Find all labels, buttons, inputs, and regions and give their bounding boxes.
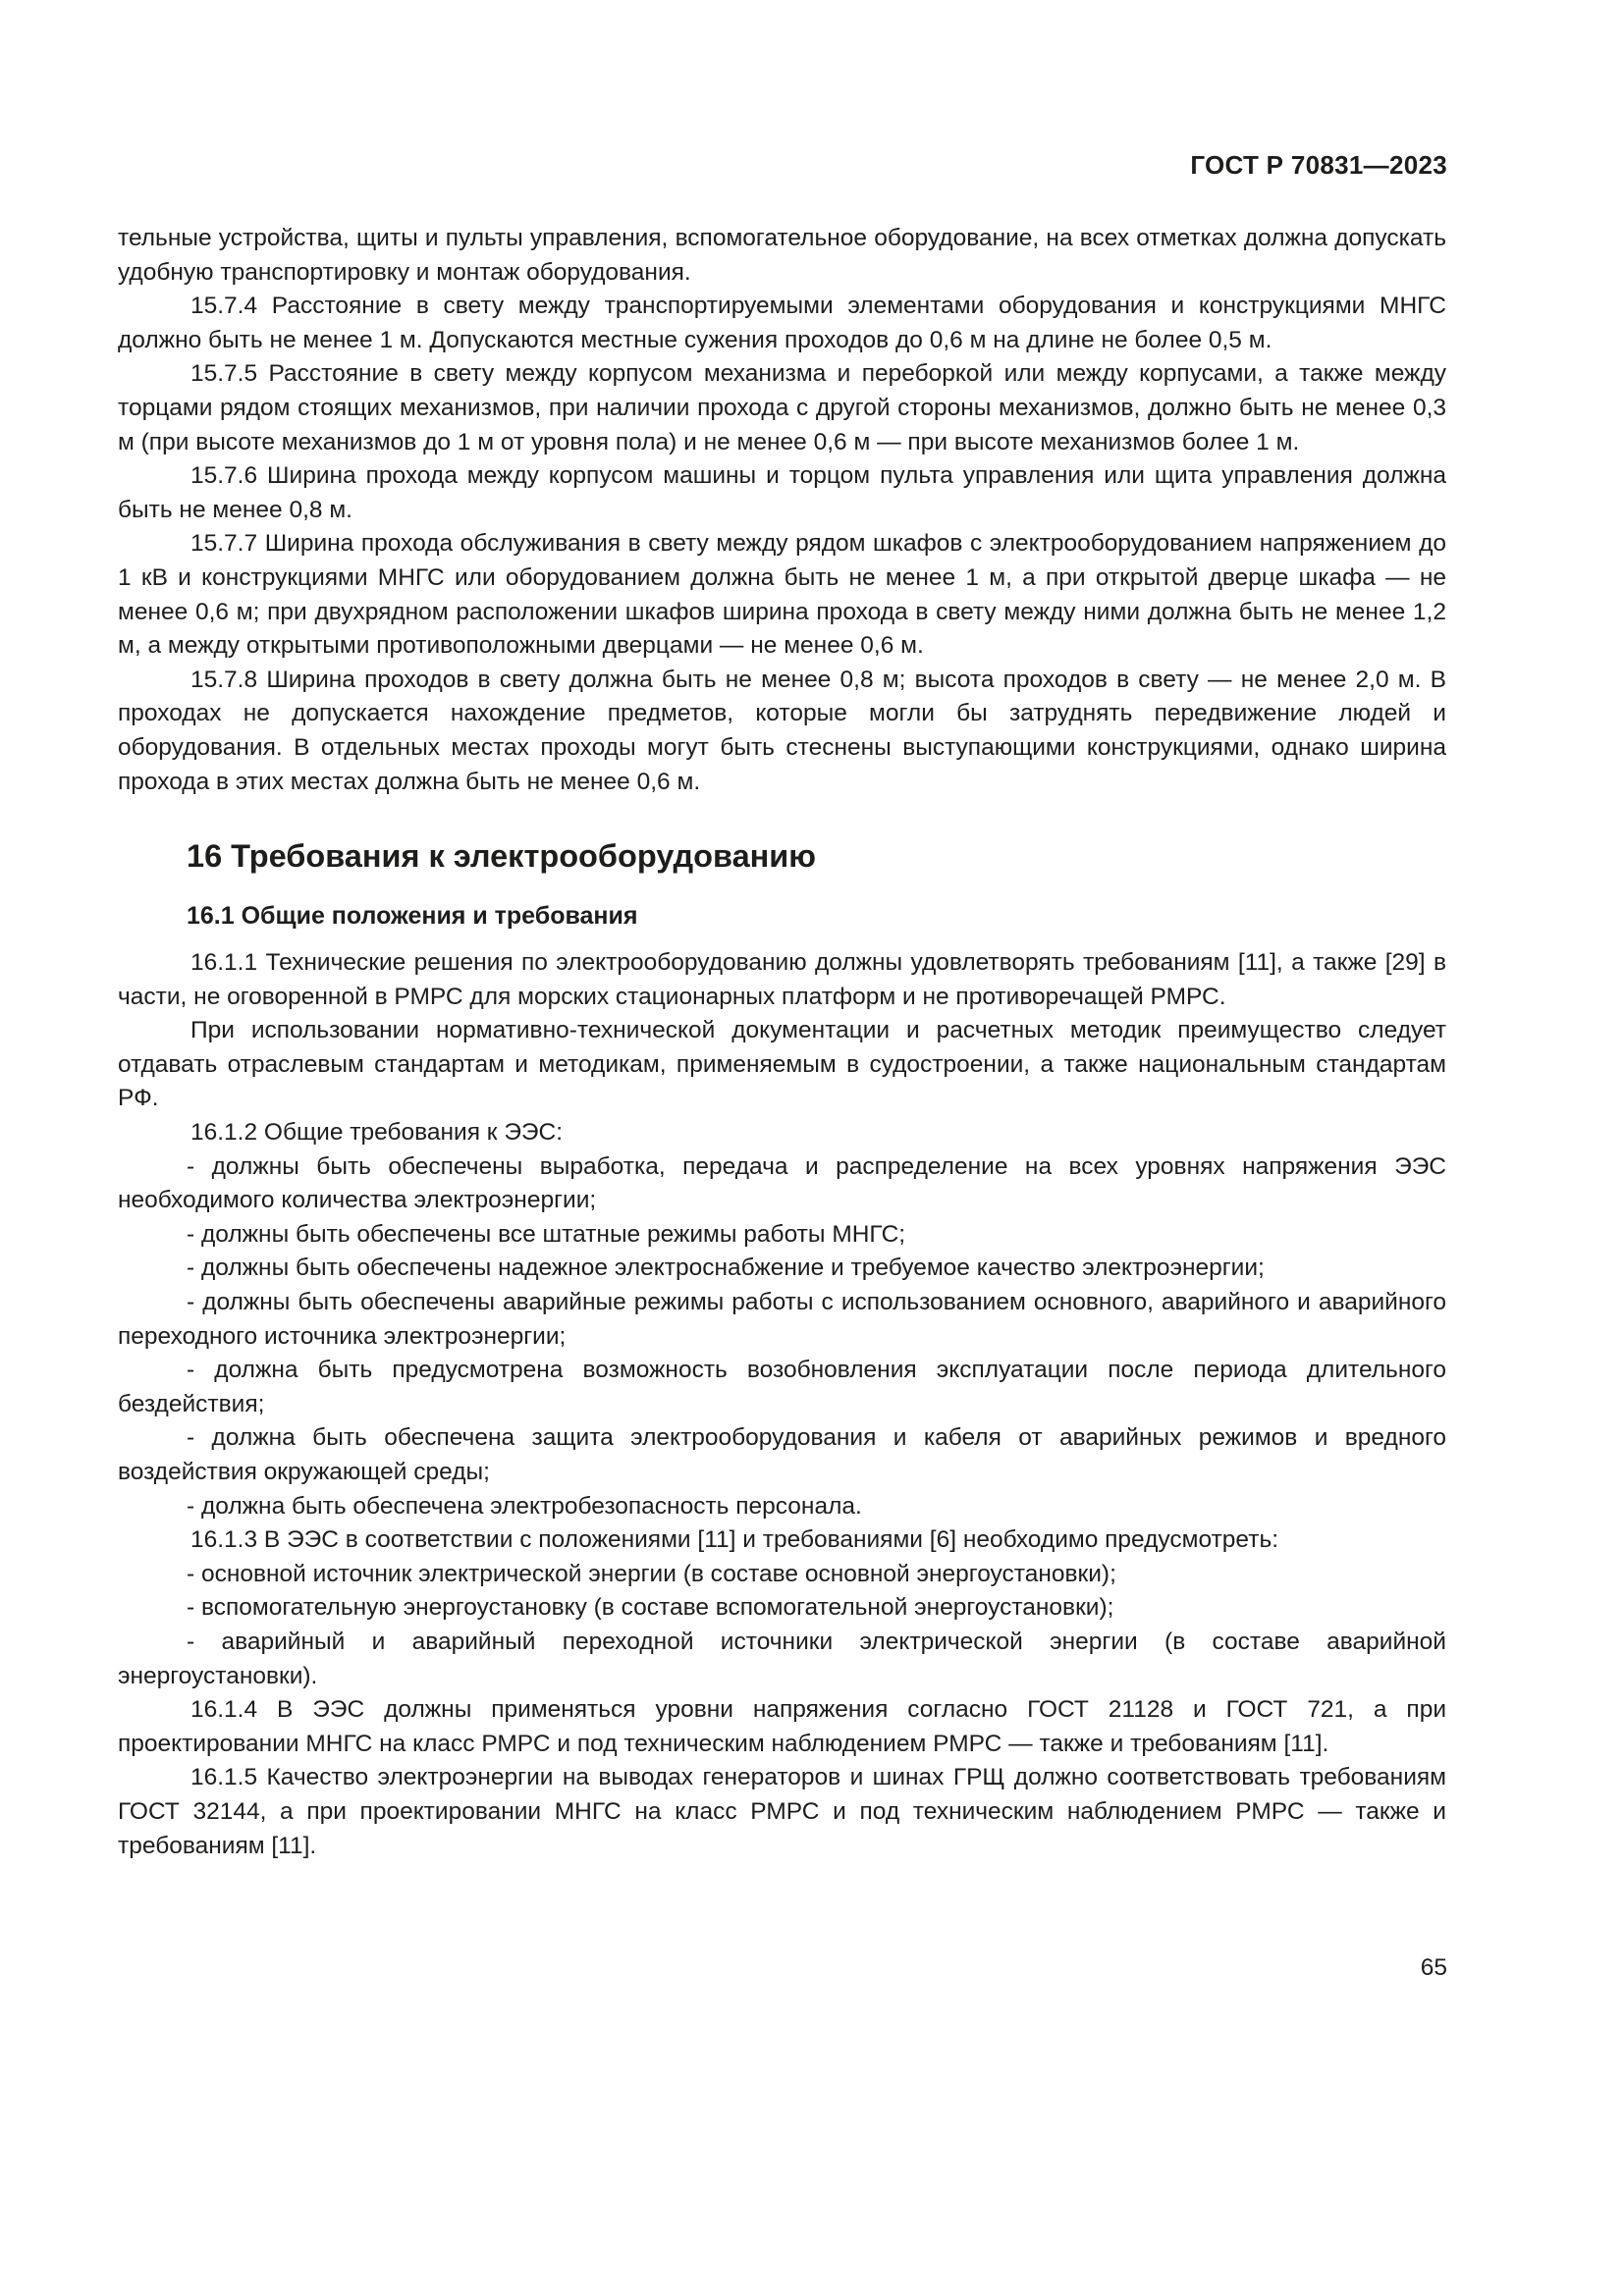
paragraph-16-1-1: 16.1.1 Технические решения по электрооборудованию должны удовлетворять требованиям [11], а также [29] в части, не оговоренной в РМРС для морских стационарных платформ и не противоречащей РМРС. xyxy=(118,949,1446,1010)
list-item-16-1-3: - аварийный и аварийный переходной источники электрической энергии (в составе аварийной энергоустановки). xyxy=(118,1628,1446,1689)
paragraph-15-7-4: 15.7.4 Расстояние в свету между транспортируемыми элементами оборудования и конструкциями МНГС должно быть не менее 1 м. Допускаются местные сужения проходов до 0,6 м на длине не более 0,5 м. xyxy=(118,293,1446,353)
paragraph-15-7-8: 15.7.8 Ширина проходов в свету должна быть не менее 0,8 м; высота проходов в свету — не менее 2,0 м. В проходах не допускается нахождение предметов, которые могли бы затруднять передвижение людей и оборудования. В отдельных местах проходы могут быть стеснены выступающими конструкциями, однако ширина прохода в этих местах должна быть не менее 0,6 м. xyxy=(118,666,1446,795)
list-item-16-1-2: - должна быть обеспечена электробезопасность персонала. xyxy=(187,1492,862,1520)
paragraph-16-1-5: 16.1.5 Качество электроэнергии на выводах генераторов и шинах ГРЩ должно соответствовать требованиям ГОСТ 32144, а при проектировании МНГС на класс РМРС и под техническим наблюдением РМРС — также и требованиям [11]. xyxy=(118,1764,1446,1859)
list-item-16-1-2: - должны быть обеспечены выработка, передача и распределение на всех уровнях напряжения ЭЭС необходимого количества электроэнергии; xyxy=(118,1152,1446,1214)
paragraph-15-7-5: 15.7.5 Расстояние в свету между корпусом механизма и переборкой или между корпусами, а также между торцами рядом стоящих механизмов, при наличии прохода с другой стороны механизмов, должно быть не менее 0,3 м (при высоте механизмов до 1 м от уровня пола) и не менее 0,6 м — при высоте механизмов более 1 м. xyxy=(118,360,1446,455)
paragraph-16-1-1-note: При использовании нормативно-технической документации и расчетных методик преимущество следует отдавать отраслевым стандартам и методикам, применяемым в судостроении, а также национальным стандартам РФ. xyxy=(118,1017,1446,1112)
page-number: 65 xyxy=(1420,1954,1447,1981)
document-body xyxy=(118,222,1446,1863)
list-item-16-1-2: - должна быть предусмотрена возможность возобновления эксплуатации после периода длительного бездействия; xyxy=(118,1357,1446,1417)
paragraph-15-7-6: 15.7.6 Ширина прохода между корпусом машины и торцом пульта управления или щита управления должна быть не менее 0,8 м. xyxy=(118,462,1446,523)
list-item-16-1-2: - должны быть обеспечены надежное электроснабжение и требуемое качество электроэнергии; xyxy=(187,1255,1265,1282)
subsection-16-1-title: 16.1 Общие положения и требования xyxy=(187,902,638,931)
list-item-16-1-3: - вспомогательную энергоустановку (в составе вспомогательной энергоустановки); xyxy=(187,1594,1114,1622)
paragraph-16-1-2: 16.1.2 Общие требования к ЭЭС: xyxy=(190,1119,564,1147)
paragraph-15-7-7: 15.7.7 Ширина прохода обслуживания в свету между рядом шкафов с электрооборудованием напряжением до 1 кВ и конструкциями МНГС или оборудованием должна быть не менее 1 м, а при открытой дверце шкафа — не менее 0,6 м; при двухрядном расположении шкафов ширина прохода в свету между ними должна быть не менее 1,2 м, а между открытыми противоположными дверцами — не менее 0,6 м. xyxy=(118,530,1446,660)
list-item-16-1-2: - должны быть обеспечены аварийные режимы работы с использованием основного, аварийного и аварийного переходного источника электроэнергии; xyxy=(118,1289,1446,1350)
paragraph-16-1-3: 16.1.3 В ЭЭС в соответствии с положениями [11] и требованиями [6] необходимо предусмотреть: xyxy=(190,1526,1279,1554)
list-item-16-1-2: - должны быть обеспечены все штатные режимы работы МНГС; xyxy=(187,1220,906,1248)
paragraph-16-1-4: 16.1.4 В ЭЭС должны применяться уровни напряжения согласно ГОСТ 21128 и ГОСТ 721, а при проектировании МНГС на класс РМРС и под техническим наблюдением РМРС — также и требованиям [11]. xyxy=(118,1696,1446,1757)
document-header: ГОСТ Р 70831—2023 xyxy=(1190,150,1447,180)
list-item-16-1-3: - основной источник электрической энергии (в составе основной энергоустановки); xyxy=(187,1560,1116,1587)
paragraph-intro: тельные устройства, щиты и пульты управления, вспомогательное оборудование, на всех отметках должна допускать удобную транспортировку и монтаж оборудования. xyxy=(118,225,1446,286)
list-item-16-1-2: - должна быть обеспечена защита электрооборудования и кабеля от аварийных режимов и вредного воздействия окружающей среды; xyxy=(118,1424,1446,1485)
section-16-title: 16 Требования к электрооборудованию xyxy=(187,838,817,875)
